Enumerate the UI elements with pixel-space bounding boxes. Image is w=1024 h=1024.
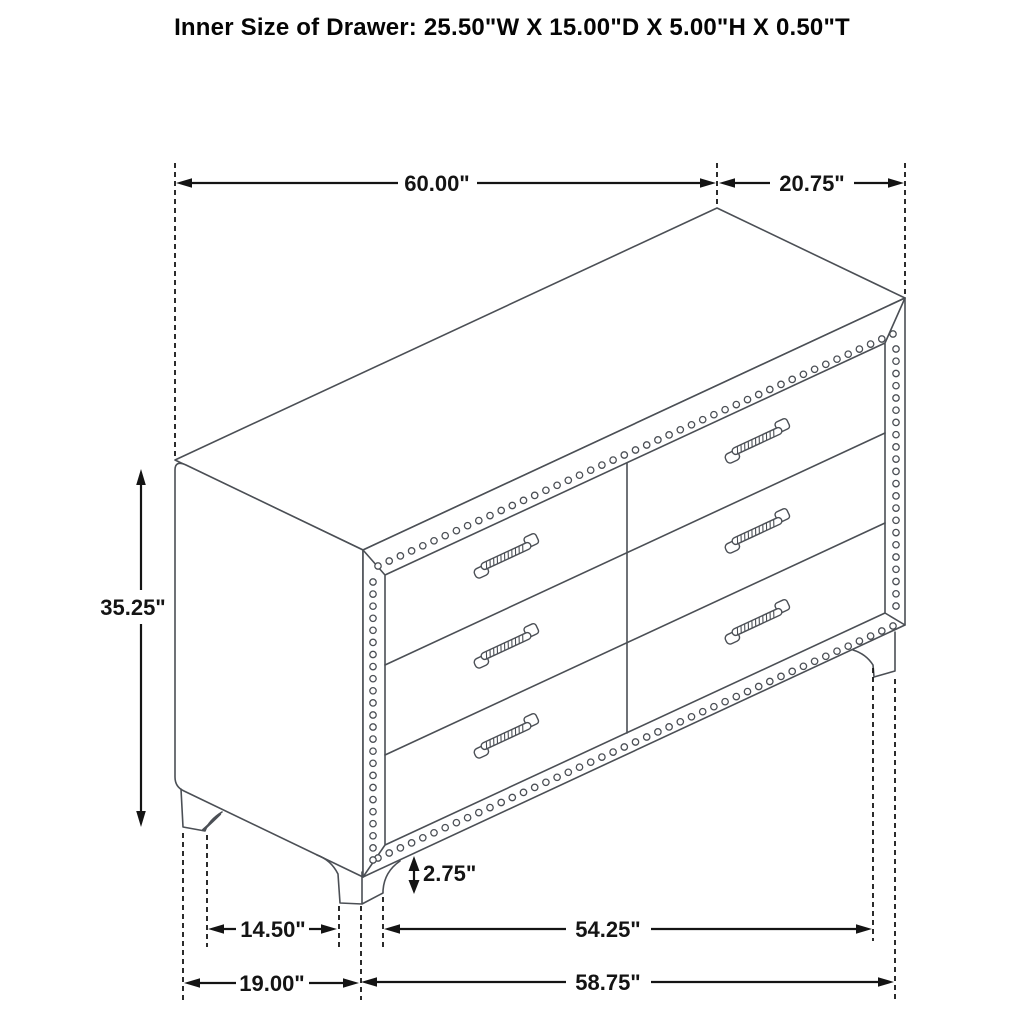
nailhead — [610, 749, 616, 755]
nailhead — [644, 734, 650, 740]
dresser — [175, 208, 905, 904]
nailhead — [893, 542, 899, 548]
nailhead — [370, 796, 376, 802]
nailhead — [856, 346, 862, 352]
nailhead — [464, 523, 470, 529]
nailhead — [431, 538, 437, 544]
nailhead — [370, 736, 376, 742]
nailhead — [893, 517, 899, 523]
nailhead — [576, 472, 582, 478]
nailhead — [789, 668, 795, 674]
nailhead — [767, 678, 773, 684]
nailhead — [621, 452, 627, 458]
nailhead — [520, 497, 526, 503]
nailhead — [453, 820, 459, 826]
nailhead — [655, 729, 661, 735]
nailhead — [789, 376, 795, 382]
nailhead — [834, 648, 840, 654]
nailhead — [610, 457, 616, 463]
nailhead — [893, 505, 899, 511]
nailhead — [893, 529, 899, 535]
nailhead — [893, 603, 899, 609]
nailhead — [722, 699, 728, 705]
nailhead — [756, 683, 762, 689]
nailhead — [588, 759, 594, 765]
nailhead — [370, 809, 376, 815]
nailhead — [800, 663, 806, 669]
nailhead — [532, 492, 538, 498]
nailhead — [386, 558, 392, 564]
nailhead — [893, 493, 899, 499]
nailhead — [644, 442, 650, 448]
nailhead — [476, 809, 482, 815]
nailhead — [655, 437, 661, 443]
nailhead — [845, 643, 851, 649]
nailhead — [565, 477, 571, 483]
nailhead — [370, 615, 376, 621]
nailhead — [370, 579, 376, 585]
nailhead — [370, 591, 376, 597]
nailhead — [588, 467, 594, 473]
drawing-title: Inner Size of Drawer: 25.50"W X 15.00"D X 5.00"H X 0.50"T — [174, 14, 850, 41]
nailhead — [370, 784, 376, 790]
nailhead — [408, 548, 414, 554]
nailhead — [893, 578, 899, 584]
nailhead — [397, 553, 403, 559]
nailhead — [487, 804, 493, 810]
nailhead — [893, 407, 899, 413]
nailhead — [375, 563, 381, 569]
nailhead — [532, 784, 538, 790]
nailhead — [893, 346, 899, 352]
nailhead — [677, 427, 683, 433]
nailhead — [893, 358, 899, 364]
nailhead — [386, 850, 392, 856]
nailhead — [893, 566, 899, 572]
nailhead — [554, 482, 560, 488]
nailhead — [370, 603, 376, 609]
nailhead — [811, 366, 817, 372]
nailhead — [811, 658, 817, 664]
nailhead — [700, 417, 706, 423]
dim-label-side-span-inner: 14.50" — [240, 917, 306, 942]
nailhead — [442, 533, 448, 539]
dim-label-front-span-outer: 58.75" — [575, 970, 641, 995]
back-left-leg-flare — [203, 814, 220, 830]
dim-label-height: 35.25" — [100, 595, 166, 620]
nailhead — [879, 336, 885, 342]
nailhead — [370, 651, 376, 657]
nailhead — [666, 432, 672, 438]
nailhead — [733, 693, 739, 699]
nailhead — [879, 628, 885, 634]
nailhead — [823, 653, 829, 659]
nailhead — [543, 487, 549, 493]
nailhead — [722, 407, 728, 413]
nailhead — [893, 383, 899, 389]
nailhead — [800, 371, 806, 377]
dim-label-depth: 20.75" — [779, 171, 845, 196]
nailhead — [370, 712, 376, 718]
dim-label-leg-height: 2.75" — [423, 861, 477, 886]
nailhead — [867, 341, 873, 347]
nailhead — [893, 480, 899, 486]
nailhead — [893, 432, 899, 438]
nailhead — [420, 835, 426, 841]
nailhead — [711, 412, 717, 418]
nailhead — [370, 748, 376, 754]
nailhead — [599, 754, 605, 760]
nailhead — [711, 704, 717, 710]
nailhead — [370, 821, 376, 827]
nailhead — [509, 502, 515, 508]
nailhead — [554, 774, 560, 780]
dim-label-width: 60.00" — [404, 171, 470, 196]
nailhead — [893, 456, 899, 462]
dim-label-front-span-inner: 54.25" — [575, 917, 641, 942]
nailhead — [397, 845, 403, 851]
nailhead — [370, 772, 376, 778]
nailhead — [370, 639, 376, 645]
nailhead — [476, 517, 482, 523]
nailhead — [893, 468, 899, 474]
nailhead — [370, 663, 376, 669]
nailhead — [666, 724, 672, 730]
nailhead — [767, 386, 773, 392]
nailhead — [867, 633, 873, 639]
nailhead — [408, 840, 414, 846]
nailhead — [893, 370, 899, 376]
nailhead — [442, 825, 448, 831]
nailhead — [890, 331, 896, 337]
nailhead — [744, 688, 750, 694]
nailhead — [576, 764, 582, 770]
nailhead — [845, 351, 851, 357]
nailhead — [756, 391, 762, 397]
nailhead — [688, 422, 694, 428]
nailhead — [509, 794, 515, 800]
nailhead — [893, 395, 899, 401]
nailhead — [520, 789, 526, 795]
nailhead — [370, 845, 376, 851]
nailhead — [370, 857, 376, 863]
nailhead — [677, 719, 683, 725]
nailhead — [778, 673, 784, 679]
nailhead — [370, 688, 376, 694]
nailhead — [893, 419, 899, 425]
nailhead — [599, 462, 605, 468]
nailhead — [431, 830, 437, 836]
nailhead — [823, 361, 829, 367]
nailhead — [856, 638, 862, 644]
nailhead — [498, 507, 504, 513]
nailhead — [632, 447, 638, 453]
nailhead — [543, 779, 549, 785]
nailhead — [370, 760, 376, 766]
nailhead — [487, 512, 493, 518]
nailhead — [632, 739, 638, 745]
nailhead — [893, 444, 899, 450]
nailhead — [834, 356, 840, 362]
nailhead — [370, 676, 376, 682]
nailhead — [733, 401, 739, 407]
nailhead — [498, 799, 504, 805]
nailhead — [370, 833, 376, 839]
nailhead — [420, 543, 426, 549]
nailhead — [890, 623, 896, 629]
nailhead — [893, 591, 899, 597]
nailhead — [744, 396, 750, 402]
dim-label-side-span-outer: 19.00" — [239, 971, 305, 996]
nailhead — [893, 554, 899, 560]
nailhead — [700, 709, 706, 715]
nailhead — [370, 700, 376, 706]
nailhead — [688, 714, 694, 720]
nailhead — [464, 815, 470, 821]
nailhead — [370, 724, 376, 730]
nailhead — [621, 744, 627, 750]
nailhead — [778, 381, 784, 387]
nailhead — [370, 627, 376, 633]
nailhead — [453, 528, 459, 534]
nailhead — [565, 769, 571, 775]
